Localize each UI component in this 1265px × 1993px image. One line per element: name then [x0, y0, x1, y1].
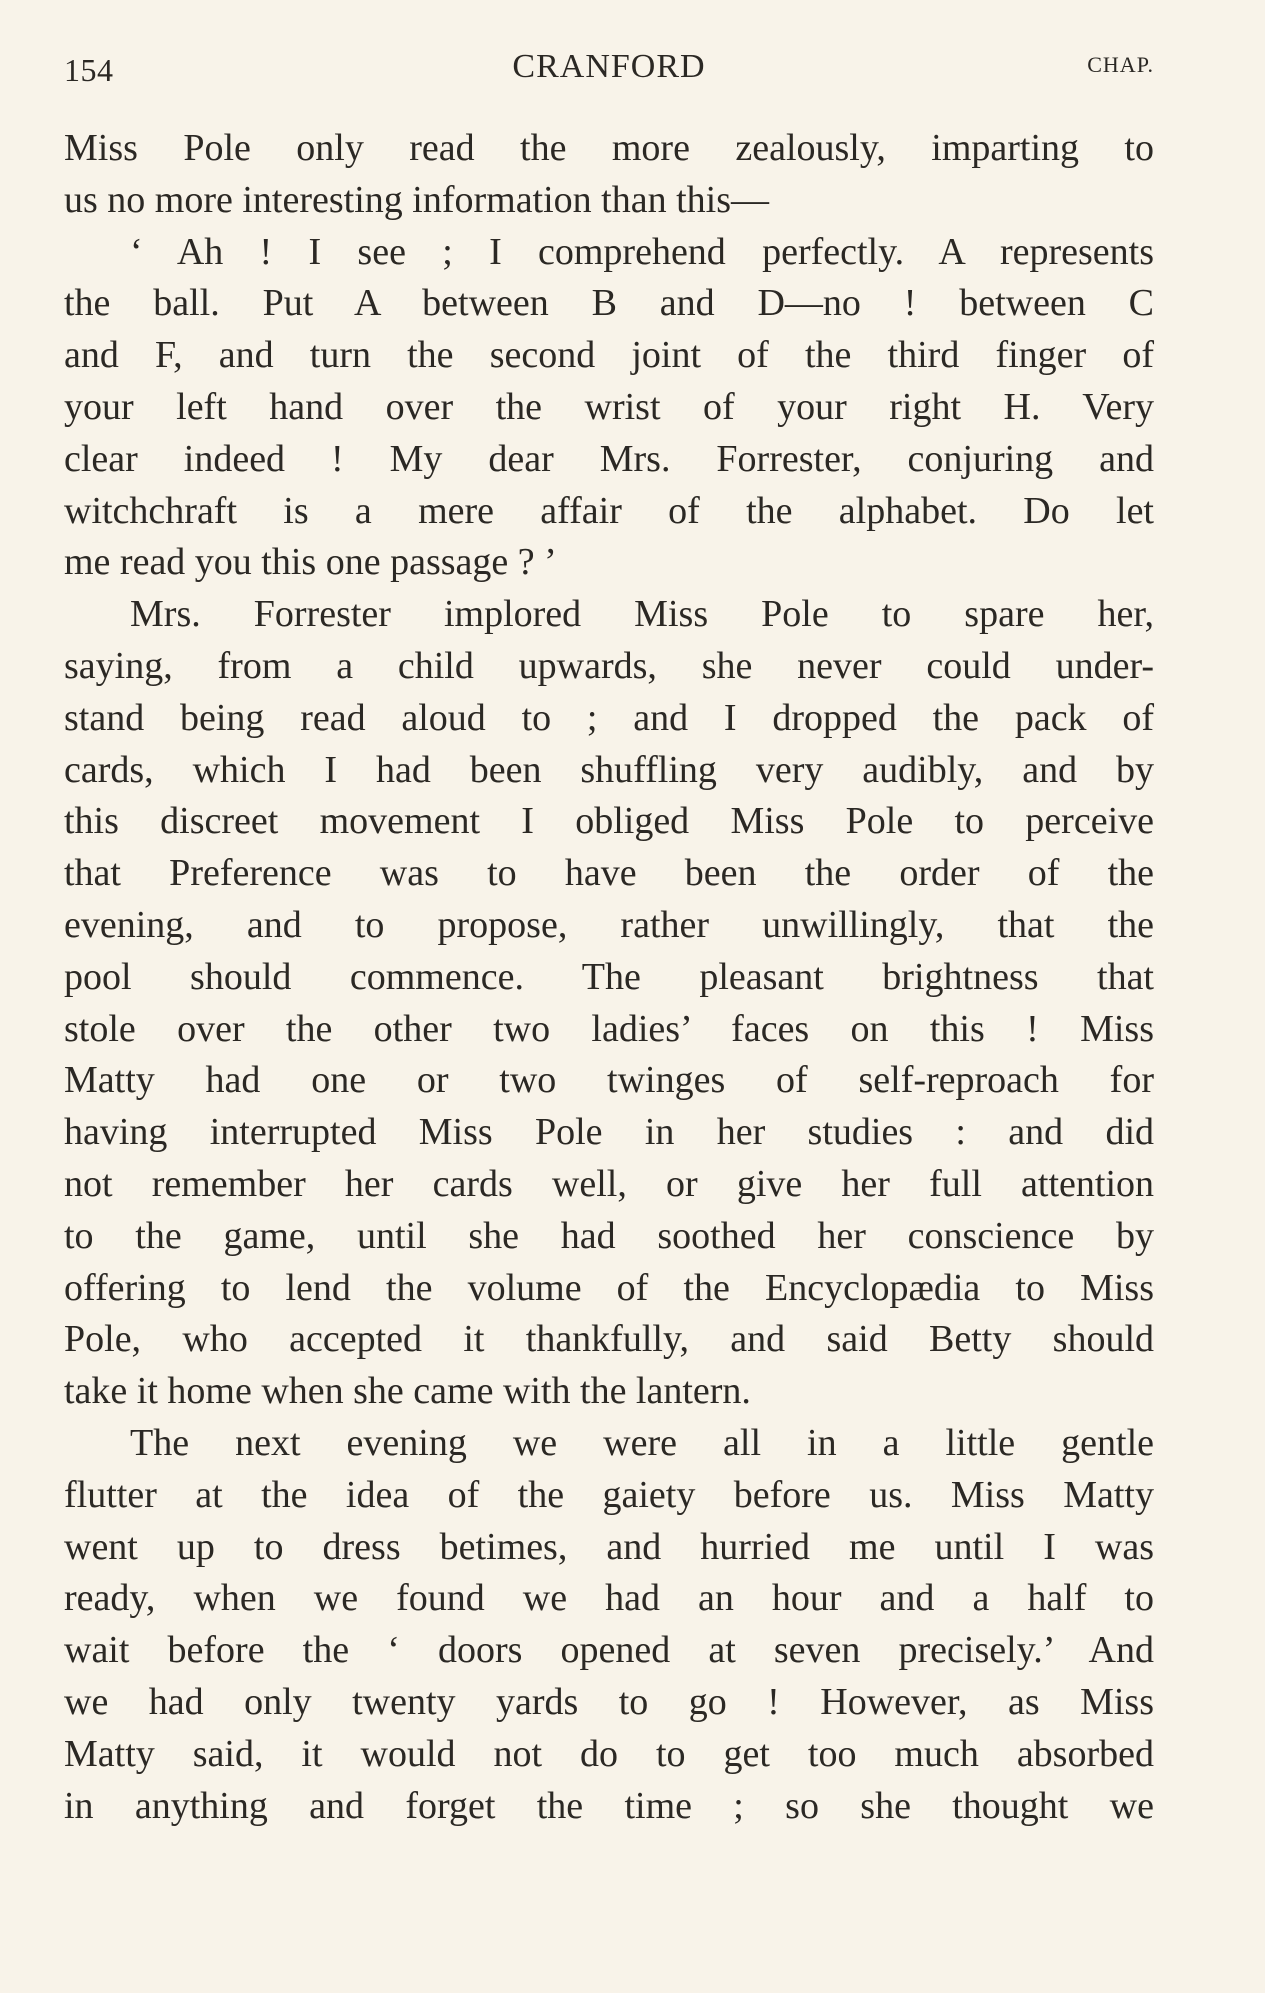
text-line: Mrs. Forrester implored Miss Pole to spare her,: [130, 593, 1154, 636]
text-line: stole over the other two ladies’ faces on this ! Miss: [64, 1007, 1154, 1050]
running-header: [64, 44, 1154, 94]
text-line: ready, when we found we had an hour and a half to: [64, 1577, 1154, 1620]
text-line: we had only twenty yards to go ! However, as Miss: [64, 1680, 1154, 1723]
text-line: witchchraft is a mere affair of the alphabet. Do let: [64, 489, 1154, 532]
text-line: wait before the ‘ doors opened at seven precisely.’ And: [64, 1629, 1154, 1672]
text-line: Matty said, it would not do to get too much absorbed: [64, 1732, 1154, 1775]
text-line: Pole, who accepted it thankfully, and said Betty should: [64, 1318, 1154, 1361]
text-line: Matty had one or two twinges of self-reproach for: [64, 1059, 1154, 1102]
text-line: stand being read aloud to ; and I dropped the pack of: [64, 696, 1154, 739]
text-line: this discreet movement I obliged Miss Pole to perceive: [64, 800, 1154, 843]
text-line: The next evening we were all in a little gentle: [130, 1421, 1154, 1464]
text-line: that Preference was to have been the order of the: [64, 852, 1154, 895]
text-line: take it home when she came with the lantern.: [64, 1370, 751, 1413]
text-line: flutter at the idea of the gaiety before us. Miss Matty: [64, 1473, 1154, 1516]
chapter-label: CHAP.: [1087, 52, 1154, 77]
text-line: pool should commence. The pleasant brightness that: [64, 955, 1154, 998]
text-line: to the game, until she had soothed her conscience by: [64, 1214, 1154, 1257]
text-line: in anything and forget the time ; so she thought we: [64, 1784, 1154, 1827]
text-line: the ball. Put A between B and D—no ! between C: [64, 282, 1154, 325]
text-line: not remember her cards well, or give her full attention: [64, 1162, 1154, 1205]
text-line: Miss Pole only read the more zealously, imparting to: [64, 127, 1154, 169]
page-number: 154: [64, 52, 114, 88]
text-line: went up to dress betimes, and hurried me until I was: [64, 1525, 1154, 1568]
text-line: us no more interesting information than this—: [64, 178, 770, 221]
text-line: and F, and turn the second joint of the third finger of: [64, 334, 1154, 377]
text-line: your left hand over the wrist of your right H. Very: [64, 385, 1154, 428]
running-title: CRANFORD: [512, 48, 706, 85]
text-line: saying, from a child upwards, she never could under-: [64, 644, 1154, 687]
text-line: cards, which I had been shuffling very audibly, and by: [64, 748, 1154, 791]
text-line: me read you this one passage ? ’: [64, 541, 557, 584]
text-line: having interrupted Miss Pole in her studies : and did: [64, 1111, 1154, 1154]
text-line: ‘ Ah ! I see ; I comprehend perfectly. A represents: [130, 230, 1154, 273]
text-line: evening, and to propose, rather unwillingly, that the: [64, 903, 1154, 946]
text-line: clear indeed ! My dear Mrs. Forrester, conjuring and: [64, 437, 1154, 480]
text-line: offering to lend the volume of the Encyclopædia to Miss: [64, 1266, 1154, 1309]
body-text: [64, 123, 1154, 1832]
